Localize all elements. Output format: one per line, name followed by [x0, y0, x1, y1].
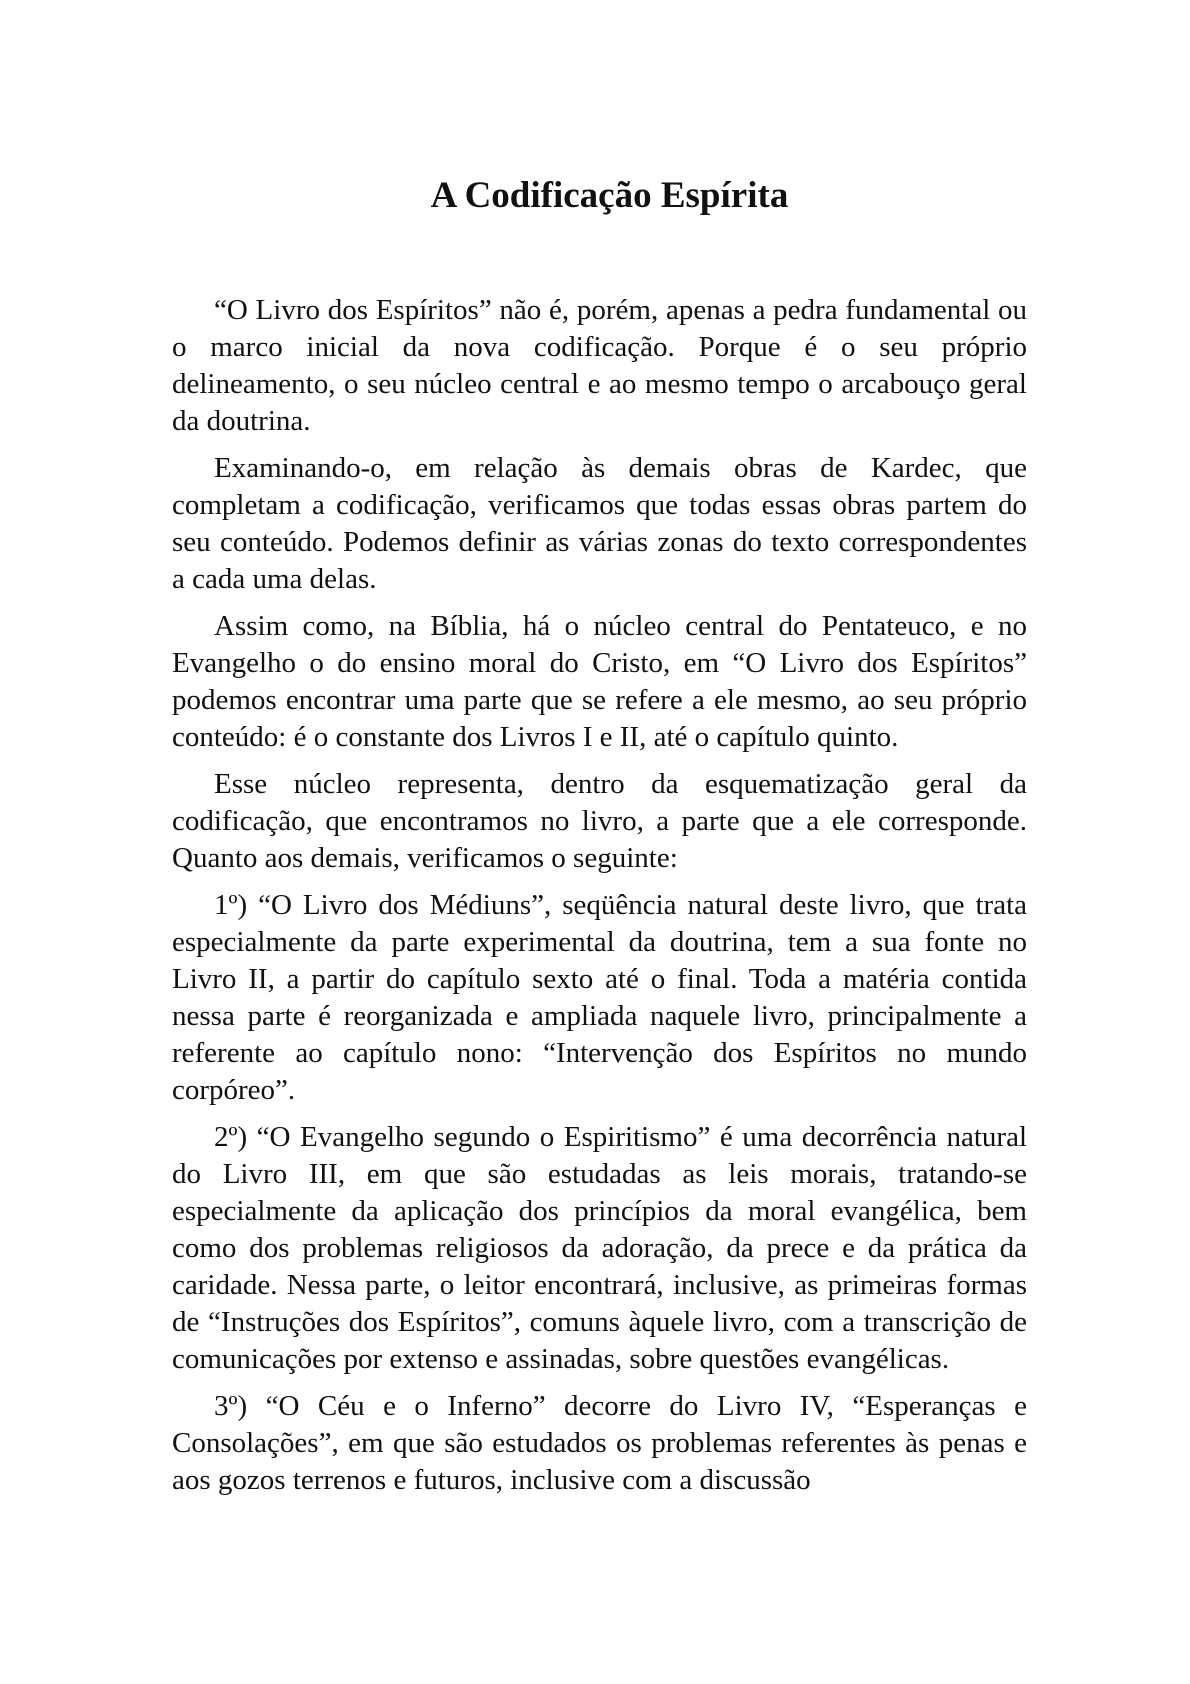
paragraph-3: Assim como, na Bíblia, há o núcleo central do Pentateuco, e no Evangelho o do ensino moral do Cristo, em “O Livro dos Espíritos” podemos encontrar uma parte que se refere a ele mesmo, ao seu próprio conteúdo: é o constante dos Livros I e II, até o capítulo quinto.: [172, 610, 1027, 753]
page-title: A Codificação Espírita: [430, 175, 789, 216]
paragraph-4: Esse núcleo representa, dentro da esquematização geral da codificação, que encontramos no livro, a parte que a ele corresponde. Quanto aos demais, verificamos o seguinte:: [172, 768, 1027, 874]
paragraph-2: Examinando-o, em relação às demais obras de Kardec, que completam a codificação, verificamos que todas essas obras partem do seu conteúdo. Podemos definir as várias zonas do texto correspondentes a cada uma delas.: [172, 452, 1027, 595]
paragraph-7: 3º) “O Céu e o Inferno” decorre do Livro IV, “Esperanças e Consolações”, em que são estudados os problemas referentes às penas e aos gozos terrenos e futuros, inclusive com a discussão: [172, 1390, 1027, 1496]
paragraph-6: 2º) “O Evangelho segundo o Espiritismo” é uma decorrência natural do Livro III, em que são estudadas as leis morais, tratando-se especialmente da aplicação dos princípios da moral evangélica, bem como dos problemas religiosos da adoração, da prece e da prática da caridade. Nessa parte, o leitor encontrará, inclusive, as primeiras formas de “Instruções dos Espíritos”, comuns àquele livro, com a transcrição de comunicações por extenso e assinadas, sobre questões evangélicas.: [172, 1121, 1027, 1375]
document-page: [172, 168, 1027, 1509]
body-text: [172, 292, 1027, 1499]
paragraph-5: 1º) “O Livro dos Médiuns”, seqüência natural deste livro, que trata especialmente da parte experimental da doutrina, tem a sua fonte no Livro II, a partir do capítulo sexto até o final. Toda a matéria contida nessa parte é reorganizada e ampliada naquele livro, principalmente a referente ao capítulo nono: “Intervenção dos Espíritos no mundo corpóreo”.: [172, 889, 1027, 1106]
paragraph-1: “O Livro dos Espíritos” não é, porém, apenas a pedra fundamental ou o marco inicial da nova codificação. Porque é o seu próprio delineamento, o seu núcleo central e ao mesmo tempo o arcabouço geral da doutrina.: [172, 294, 1027, 437]
